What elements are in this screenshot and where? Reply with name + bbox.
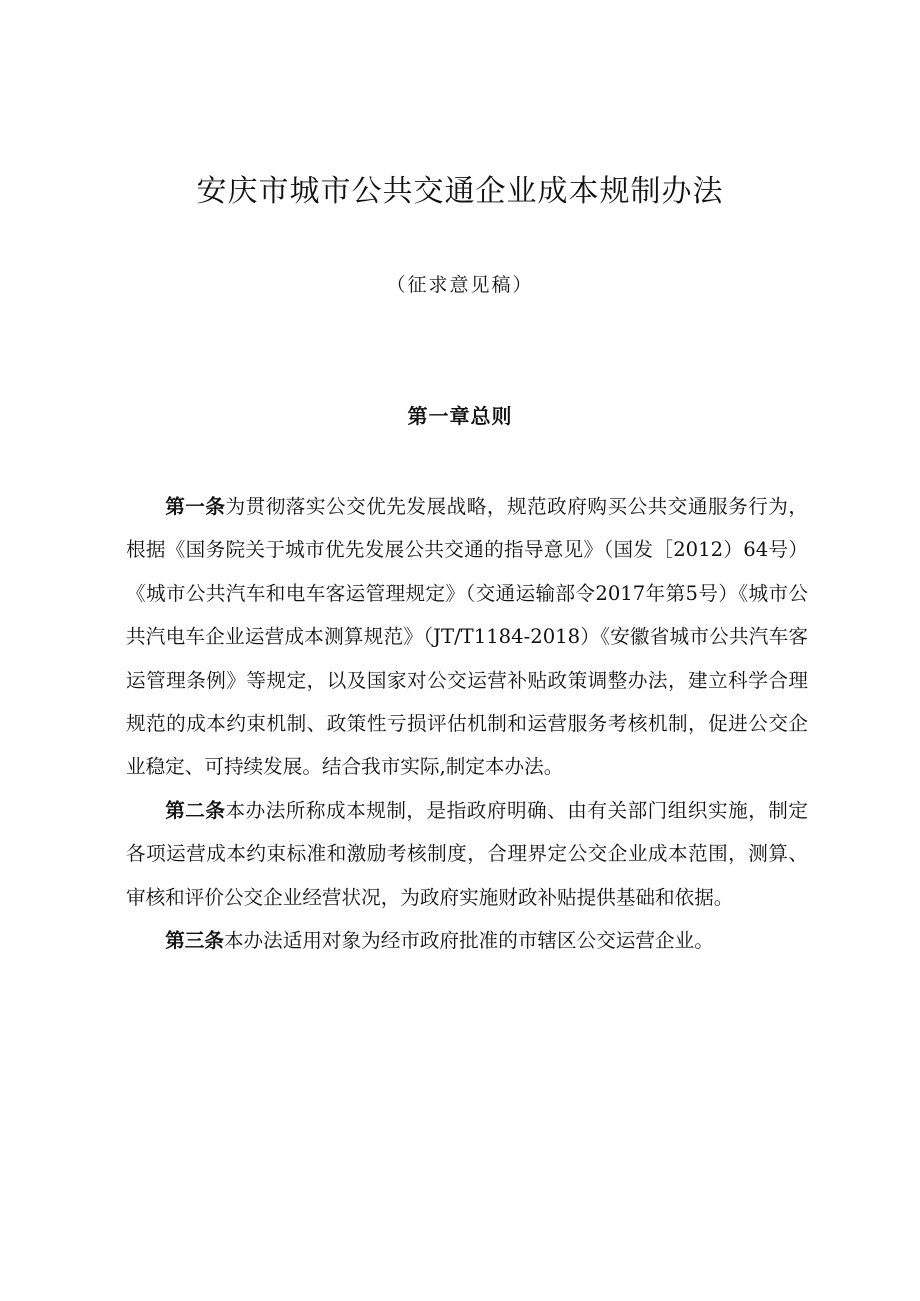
article-2-label: 第二条 [165,798,226,822]
article-3 [126,919,808,962]
article-2 [126,789,808,919]
document-title: 安庆市城市公共交通企业成本规制办法 [196,174,724,209]
document-body [126,485,808,962]
article-1 [126,485,808,789]
article-3-label: 第三条 [165,929,224,953]
document-subtitle: （征求意见稿） [386,274,534,296]
article-2-text: 本办法所称成本规制，是指政府明确、由有关部门组织实施，制定各项运营成本约束标准和激励考核制度，合理界定公交企业成本范围，测算、审核和评价公交企业经营状况，为政府实施财政补贴提供基础和依据。 [126,798,809,909]
article-3-text: 本办法适用对象为经市政府批准的市辖区公交运营企业。 [223,929,714,953]
article-1-text: 为贯彻落实公交优先发展战略，规范政府购买公共交通服务行为，根据《国务院关于城市优先发展公共交通的指导意见》（国发［2012）64号）《城市公共汽车和电车客运管理规定》（交通运输部令2017年第5号）《城市公共汽电车企业运营成本测算规范》（JT/T1184-2018）《安徽省城市公共汽车客运管理条例》等规定，以及国家对公交运营补贴政策调整办法，建立科学合理规范的成本约束机制、政策性亏损评估机制和运营服务考核机制，促进公交企业稳定、可持续发展。结合我市实际,制定本办法。 [126,495,809,779]
chapter-title: 第一章总则 [407,404,513,428]
article-1-label: 第一条 [165,495,226,518]
